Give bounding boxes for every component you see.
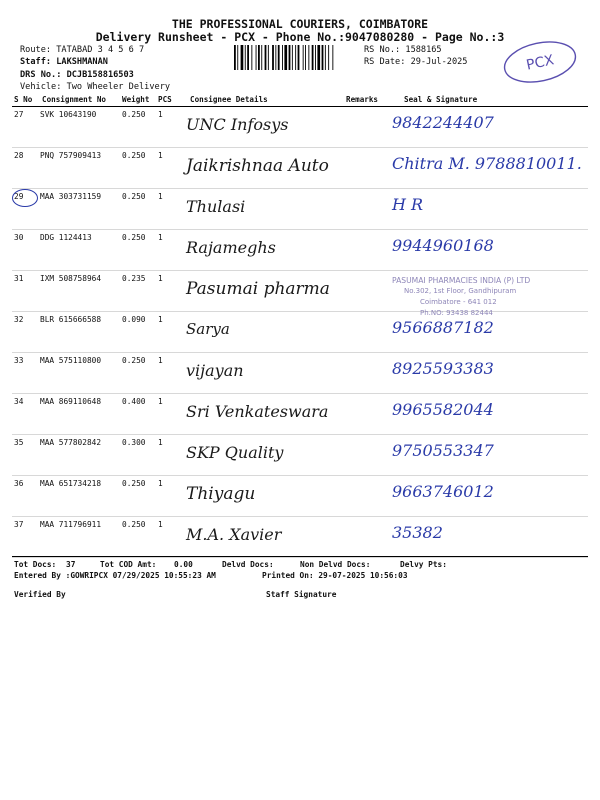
consignment-number: MAA 711796911 bbox=[40, 520, 102, 529]
weight-value: 0.250 bbox=[122, 356, 146, 365]
weight-value: 0.250 bbox=[122, 192, 146, 201]
company-title: THE PROFESSIONAL COURIERS, COIMBATORE bbox=[171, 17, 429, 31]
col-consignment: Consignment No bbox=[42, 95, 107, 104]
verified-by: Verified By bbox=[14, 590, 66, 599]
serial-number: 31 bbox=[14, 274, 24, 283]
serial-number: 37 bbox=[14, 520, 24, 529]
serial-number: 34 bbox=[14, 397, 24, 406]
delvy-pts: Delvy Pts: bbox=[400, 560, 447, 569]
col-remarks: Remarks bbox=[346, 95, 379, 104]
pcs-value: 1 bbox=[158, 438, 163, 447]
serial-number: 27 bbox=[14, 110, 24, 119]
serial-number: 35 bbox=[14, 438, 24, 447]
consignment-number: MAA 303731159 bbox=[40, 192, 102, 201]
consignee-handwriting: Sarya bbox=[186, 320, 230, 338]
serial-number: 28 bbox=[14, 151, 24, 160]
serial-number: 32 bbox=[14, 315, 24, 324]
pharma-stamp-line4: Ph.NO: 93438 82444 bbox=[420, 309, 493, 317]
consignment-number: PNQ 757909413 bbox=[40, 151, 102, 160]
pcs-value: 1 bbox=[158, 479, 163, 488]
consignment-number: BLR 615666588 bbox=[40, 315, 102, 324]
seal-signature: H R bbox=[392, 195, 424, 214]
pharma-stamp-line1: PASUMAI PHARMACIES INDIA (P) LTD bbox=[392, 276, 531, 285]
rs-date: RS Date: 29-Jul-2025 bbox=[364, 57, 468, 67]
weight-value: 0.235 bbox=[122, 274, 146, 283]
tot-docs-value: 37 bbox=[66, 560, 76, 569]
consignment-number: MAA 651734218 bbox=[40, 479, 102, 488]
consignee-handwriting: M.A. Xavier bbox=[186, 525, 282, 544]
pharma-stamp-line2: No.302, 1st Floor, Gandhipuram bbox=[404, 287, 517, 295]
pcs-value: 1 bbox=[158, 192, 163, 201]
row-divider bbox=[12, 557, 588, 558]
table-row bbox=[0, 148, 600, 189]
entered-by: Entered By :GOWRIPCX 07/29/2025 10:55:23 AM bbox=[14, 571, 216, 580]
staff-label: Staff: LAKSHMANAN bbox=[20, 57, 108, 67]
barcode bbox=[234, 45, 357, 70]
vehicle-label: Vehicle: Two Wheeler Delivery bbox=[20, 82, 171, 92]
consignee-handwriting: SKP Quality bbox=[186, 443, 284, 462]
table-row bbox=[0, 517, 600, 558]
col-sno: S No bbox=[14, 95, 33, 104]
stamp-text: PCX bbox=[524, 52, 556, 74]
seal-signature: 35382 bbox=[392, 523, 443, 542]
consignment-number: MAA 869110648 bbox=[40, 397, 102, 406]
runsheet-subtitle: Delivery Runsheet - PCX - Phone No.:9047080280 - Page No.:3 bbox=[95, 30, 505, 44]
printed-on: Printed On: 29-07-2025 10:56:03 bbox=[262, 571, 408, 580]
consignee-handwriting: Jaikrishnaa Auto bbox=[186, 156, 329, 176]
staff-signature: Staff Signature bbox=[266, 590, 337, 599]
consignee-handwriting: UNC Infosys bbox=[186, 115, 289, 134]
weight-value: 0.090 bbox=[122, 315, 146, 324]
seal-signature: 9750553347 bbox=[392, 441, 494, 460]
weight-value: 0.400 bbox=[122, 397, 146, 406]
seal-signature: 8925593383 bbox=[392, 359, 494, 378]
consignee-handwriting: Thulasi bbox=[186, 197, 246, 216]
weight-value: 0.250 bbox=[122, 233, 146, 242]
col-consignee: Consignee Details bbox=[190, 95, 268, 104]
consignee-handwriting: Thiyagu bbox=[186, 484, 256, 504]
route-label: Route: TATABAD 3 4 5 6 7 bbox=[20, 45, 145, 55]
serial-number: 36 bbox=[14, 479, 24, 488]
table-row bbox=[0, 230, 600, 271]
consignment-number: SVK 10643190 bbox=[40, 110, 97, 119]
col-weight: Weight bbox=[122, 95, 150, 104]
col-seal: Seal & Signature bbox=[404, 95, 478, 104]
weight-value: 0.300 bbox=[122, 438, 146, 447]
consignee-handwriting: vijayan bbox=[186, 361, 244, 380]
table-row bbox=[0, 189, 600, 230]
pcs-value: 1 bbox=[158, 520, 163, 529]
table-row bbox=[0, 476, 600, 517]
col-pcs: PCS bbox=[158, 95, 172, 104]
pcs-value: 1 bbox=[158, 233, 163, 242]
table-row bbox=[0, 312, 600, 353]
drs-label: DRS No.: DCJB158816503 bbox=[20, 70, 134, 80]
pcs-value: 1 bbox=[158, 356, 163, 365]
consignee-handwriting: Pasumai pharma bbox=[186, 279, 330, 299]
table-row bbox=[0, 394, 600, 435]
pcx-stamp bbox=[500, 40, 580, 84]
weight-value: 0.250 bbox=[122, 151, 146, 160]
consignment-number: MAA 577802842 bbox=[40, 438, 102, 447]
consignment-number: DDG 1124413 bbox=[40, 233, 92, 242]
footer-divider bbox=[12, 556, 588, 557]
weight-value: 0.250 bbox=[122, 479, 146, 488]
seal-signature: 9663746012 bbox=[392, 482, 494, 501]
tot-cod-label: Tot COD Amt: bbox=[100, 560, 157, 569]
seal-signature: 9944960168 bbox=[392, 236, 494, 255]
delvd-docs: Delvd Docs: bbox=[222, 560, 274, 569]
weight-value: 0.250 bbox=[122, 520, 146, 529]
pcs-value: 1 bbox=[158, 110, 163, 119]
seal-signature: 9965582044 bbox=[392, 400, 494, 419]
seal-signature: Chitra M. 9788810011. bbox=[392, 154, 582, 173]
seal-signature: 9842244407 bbox=[392, 113, 494, 132]
tot-cod-value: 0.00 bbox=[174, 560, 193, 569]
tot-docs-label: Tot Docs: bbox=[14, 560, 57, 569]
table-row bbox=[0, 353, 600, 394]
table-row bbox=[0, 435, 600, 476]
serial-number: 30 bbox=[14, 233, 24, 242]
serial-number: 33 bbox=[14, 356, 24, 365]
consignee-handwriting: Rajameghs bbox=[186, 238, 276, 257]
consignment-number: MAA 575110800 bbox=[40, 356, 102, 365]
pcs-value: 1 bbox=[158, 151, 163, 160]
consignee-handwriting: Sri Venkateswara bbox=[186, 402, 329, 421]
table-row bbox=[0, 107, 600, 148]
pharma-stamp-line3: Coimbatore - 641 012 bbox=[420, 298, 497, 306]
rs-number: RS No.: 1588165 bbox=[364, 45, 442, 55]
consignment-number: IXM 508758964 bbox=[40, 274, 102, 283]
weight-value: 0.250 bbox=[122, 110, 146, 119]
seal-signature: 9566887182 bbox=[392, 318, 494, 337]
serial-number: 29 bbox=[14, 192, 24, 201]
pcs-value: 1 bbox=[158, 397, 163, 406]
sno-circle-mark bbox=[12, 189, 38, 207]
pcs-value: 1 bbox=[158, 315, 163, 324]
pcs-value: 1 bbox=[158, 274, 163, 283]
non-delvd-docs: Non Delvd Docs: bbox=[300, 560, 371, 569]
